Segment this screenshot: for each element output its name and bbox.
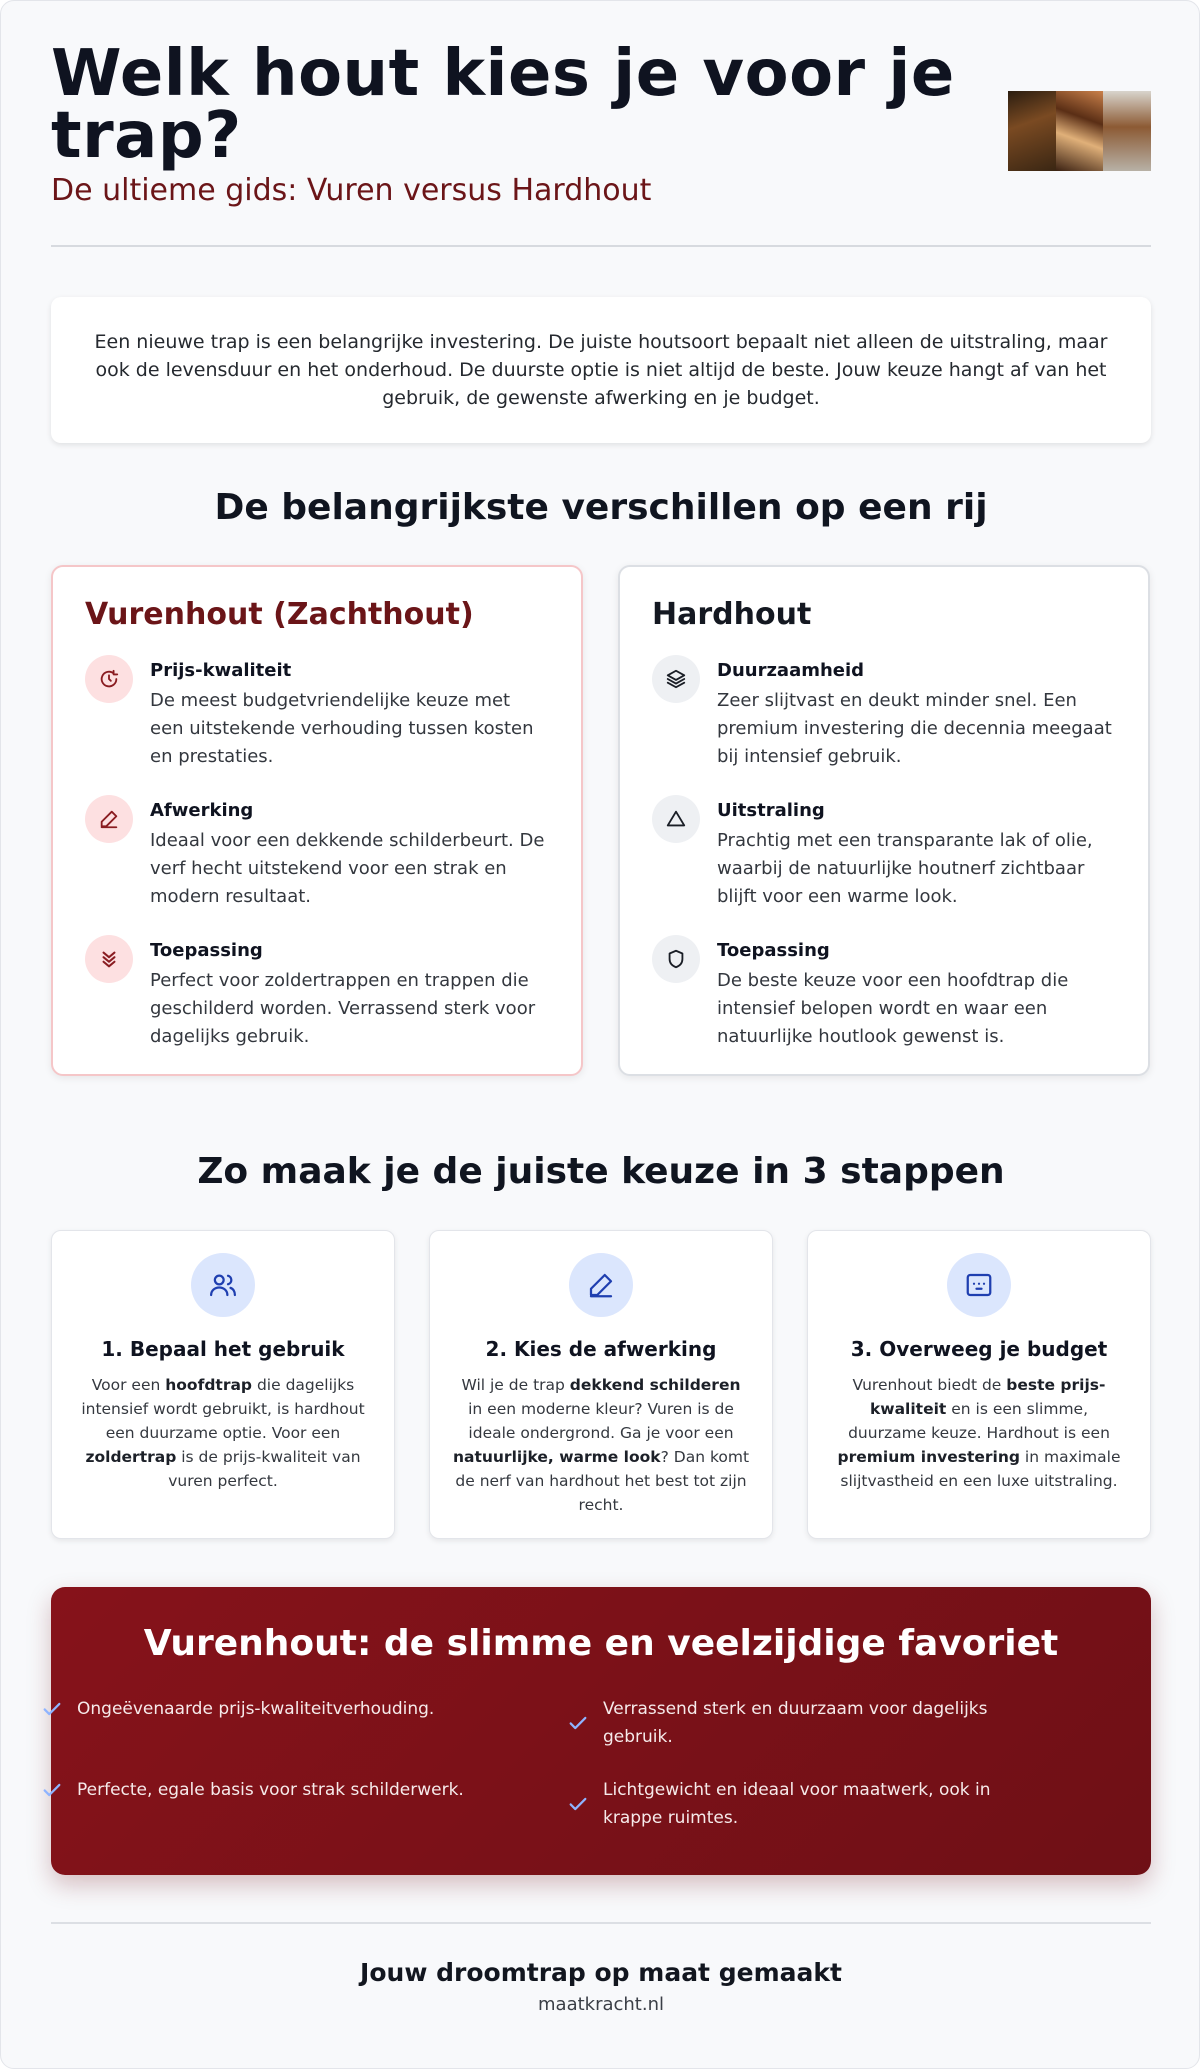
feature-item (85, 939, 549, 1051)
users-icon (191, 1253, 255, 1317)
pen-icon (569, 1253, 633, 1317)
step-card (807, 1230, 1151, 1539)
staircase-photo-middle (1056, 91, 1104, 171)
page-title: Welk hout kies je voor je trap? (51, 37, 955, 173)
cta-item-text: Perfecte, egale basis voor strak schilderwerk. (77, 1780, 464, 1800)
vurenhout-card-title: Vurenhout (Zachthout) (85, 597, 474, 632)
triangle-icon (652, 795, 700, 843)
steps-heading: Zo maak je de juiste keuze in 3 stappen (197, 1151, 1005, 1192)
step-card (429, 1230, 773, 1539)
feature-item (652, 659, 1116, 771)
cta-list-item (41, 1776, 521, 1804)
staircase-photo-left (1008, 91, 1056, 171)
check-icon (41, 1698, 63, 1720)
feature-title: Duurzaamheid (717, 660, 865, 681)
pencil-icon (85, 795, 133, 843)
feature-title: Prijs-kwaliteit (150, 660, 292, 681)
shield-icon (652, 935, 700, 983)
footer-website: maatkracht.nl (538, 1994, 664, 2015)
feature-title: Afwerking (150, 800, 254, 821)
feature-item (85, 799, 549, 911)
feature-item (652, 939, 1116, 1051)
feature-text: Perfect voor zoldertrappen en trappen die geschilderd worden. Verrassend sterk voor dagelijks gebruik. (150, 970, 536, 1047)
feature-item (85, 659, 549, 771)
feature-title: Toepassing (717, 940, 830, 961)
feature-text: Ideaal voor een dekkende schilderbeurt. De verf hecht uitstekend voor een strak en modern resultaat. (150, 830, 545, 907)
cta-item-text: Verrassend sterk en duurzaam voor dagelijks gebruik. (603, 1699, 988, 1747)
cta-list-item (567, 1776, 1047, 1832)
cta-list-item (41, 1695, 521, 1723)
step-title: 1. Bepaal het gebruik (101, 1337, 345, 1361)
cta-item-text: Lichtgewicht en ideaal voor maatwerk, ook in krappe ruimtes. (603, 1780, 991, 1828)
feature-text: De meest budgetvriendelijke keuze met een uitstekende verhouding tussen kosten en prestaties. (150, 690, 534, 767)
feature-text: De beste keuze voor een hoofdtrap die intensief belopen wordt en waar een natuurlijke houtlook gewenst is. (717, 970, 1069, 1047)
cta-item-text: Ongeëvenaarde prijs-kwaliteitverhouding. (77, 1699, 435, 1719)
comparison-heading: De belangrijkste verschillen op een rij (214, 487, 988, 528)
feature-title: Toepassing (150, 940, 263, 961)
staircase-photo-right (1103, 91, 1151, 171)
layers-icon (652, 655, 700, 703)
check-icon (567, 1712, 589, 1734)
step-text: Wil je de trap dekkend schilderen in een moderne kleur? Vuren is de ideale ondergrond. Ga je voor een natuurlijke, warme look? Dan komt de nerf van hardhout het best tot zijn recht. (452, 1376, 750, 1514)
feature-title: Uitstraling (717, 800, 825, 821)
chevrons-down-icon (85, 935, 133, 983)
page-subtitle: De ultieme gids: Vuren versus Hardhout (51, 173, 652, 208)
step-title: 2. Kies de afwerking (485, 1337, 717, 1361)
check-icon (567, 1793, 589, 1815)
feature-text: Prachtig met een transparante lak of olie, waarbij de natuurlijke houtnerf zichtbaar blijft voor een warme look. (717, 830, 1093, 907)
vurenhout-card (51, 565, 583, 1076)
feature-item (652, 799, 1116, 911)
check-icon (41, 1779, 63, 1801)
step-text: Vurenhout biedt de beste prijs-kwaliteit en is een slimme, duurzame keuze. Hardhout is een premium investering in maximale slijtvastheid en een luxe uitstraling. (837, 1376, 1121, 1490)
refresh-icon (85, 655, 133, 703)
step-card (51, 1230, 395, 1539)
staircase-photo (1008, 91, 1151, 171)
hardhout-card (618, 565, 1150, 1076)
step-text: Voor een hoofdtrap die dagelijks intensief wordt gebruikt, is hardhout een duurzame optie. Voor een zoldertrap is de prijs-kwaliteit van vuren perfect. (81, 1376, 365, 1490)
footer-divider (51, 1922, 1151, 1924)
budget-icon (947, 1253, 1011, 1317)
step-title: 3. Overweeg je budget (850, 1337, 1108, 1361)
cta-title: Vurenhout: de slimme en veelzijdige favoriet (143, 1623, 1059, 1664)
header (51, 37, 1151, 247)
intro-text: Een nieuwe trap is een belangrijke investering. De juiste houtsoort bepaalt niet alleen de uitstraling, maar ook de levensduur en het onderhoud. De duurste optie is niet altijd de beste. Jouw keuze hangt af van het gebruik, de gewenste afwerking en je budget. (94, 331, 1108, 409)
feature-text: Zeer slijtvast en deukt minder snel. Een premium investering die decennia meegaat bij intensief gebruik. (717, 690, 1112, 767)
intro-card (51, 297, 1151, 443)
footer-title: Jouw droomtrap op maat gemaakt (360, 1958, 842, 1987)
hardhout-card-title: Hardhout (652, 597, 812, 632)
cta-list-item (567, 1695, 1047, 1751)
